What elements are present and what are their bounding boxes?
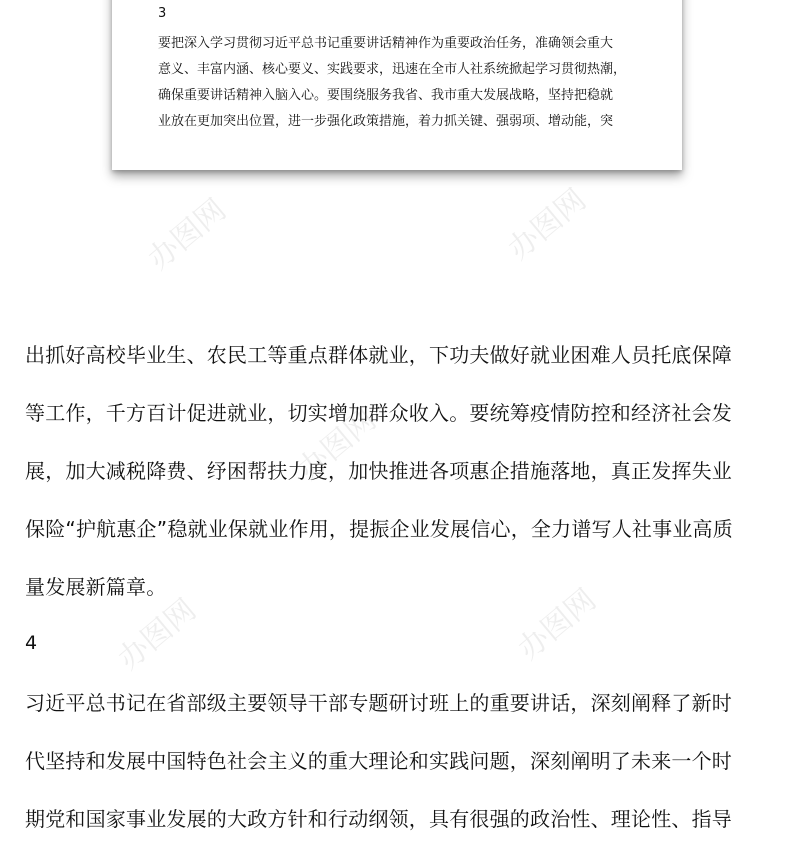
enlarged-document-text [25,326,785,848]
text-line: 等工作，千方百计促进就业，切实增加群众收入。要统筹疫情防控和经济社会发 [25,401,732,425]
text-line: 期党和国家事业发展的大政方针和行动纲领，具有很强的政治性、理论性、指导 [25,807,732,831]
page-preview-content [158,6,658,135]
text-line: 展，加大减税降费、纾困帮扶力度，加快推进各项惠企措施落地，真正发挥失业 [25,459,732,483]
text-line: 习近平总书记在省部级主要领导干部专题研讨班上的重要讲话，深刻阐释了新时 [25,691,732,715]
watermark: 办图网 [111,592,203,678]
preview-text-line: 确保重要讲话精神入脑入心。要围绕服务我省、我市重大发展战略，坚持把稳就 [158,88,614,103]
text-line: 出抓好高校毕业生、农民工等重点群体就业，下功夫做好就业困难人员托底保障 [25,343,732,367]
text-line: 保险“护航惠企”稳就业保就业作用，提振企业发展信心，全力谱写人社事业高质 [25,517,733,541]
document-page-preview [112,0,682,170]
watermark: 办图网 [141,192,233,278]
preview-text-line: 要把深入学习贯彻习近平总书记重要讲话精神作为重要政治任务，准确领会重大 [158,36,614,51]
text-line: 代坚持和发展中国特色社会主义的重大理论和实践问题，深刻阐明了未来一个时 [25,749,732,773]
section-number: 4 [25,632,38,654]
preview-text-line: 意义、丰富内涵、核心要义、实践要求，迅速在全市人社系统掀起学习贯彻热潮， [158,62,627,77]
watermark: 办图网 [511,582,603,668]
watermark: 办图网 [291,402,383,488]
page-number: 3 [158,6,167,21]
preview-text-line: 业放在更加突出位置，进一步强化政策措施，着力抓关键、强弱项、增动能，突 [158,114,614,129]
text-line: 量发展新篇章。 [25,575,167,599]
watermark: 办图网 [501,182,593,268]
